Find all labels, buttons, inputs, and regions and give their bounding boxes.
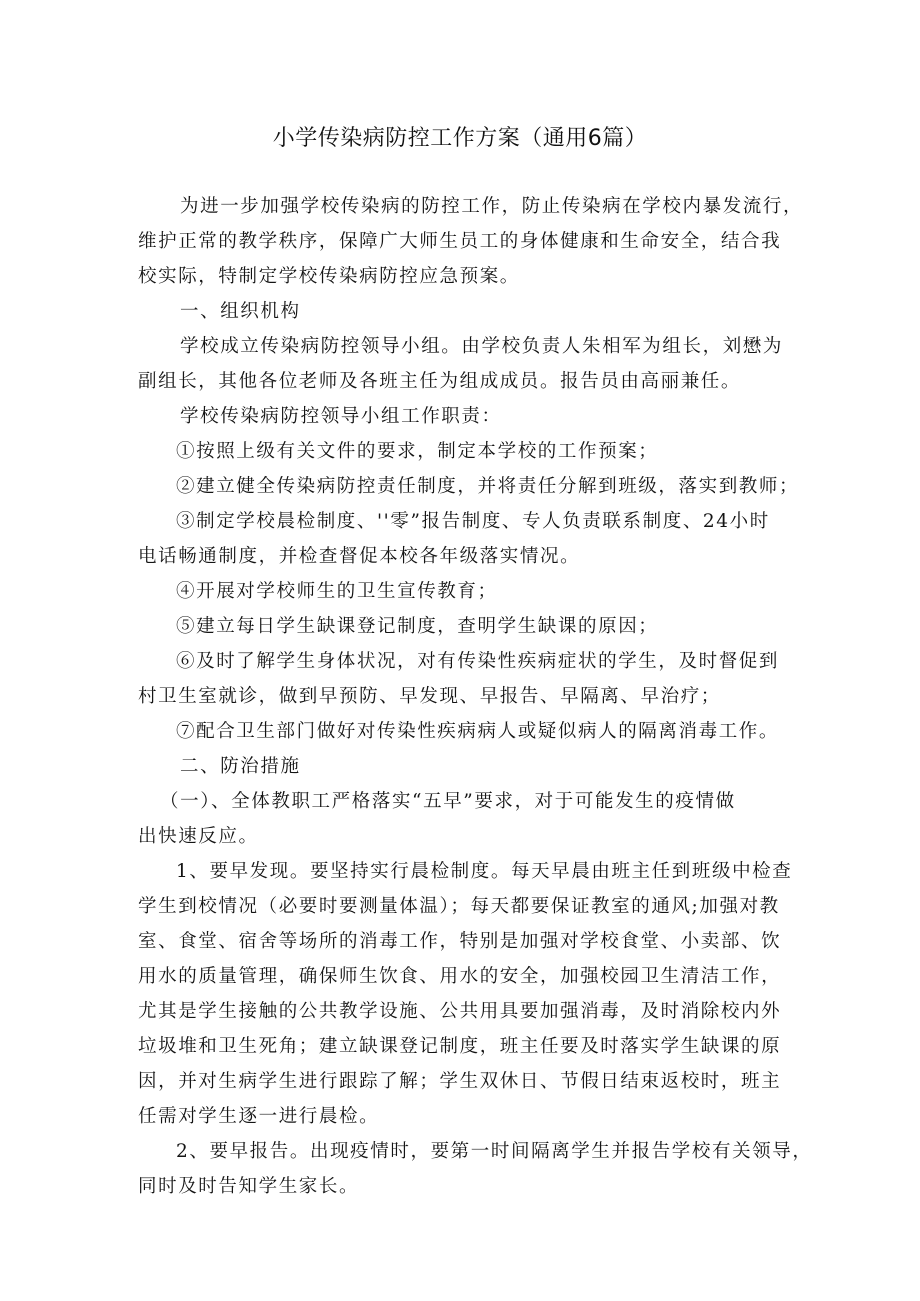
- list-item: ④开展对学校师生的卫生宣传教育；: [176, 581, 498, 602]
- paragraph-line: 因，并对生病学生进行跟踪了解；学生双休日、节假日结束返校时，班主: [138, 1071, 782, 1092]
- list-item: ②建立健全传染病防控责任制度，并将责任分解到班级，落实到教师；: [176, 476, 800, 497]
- section-heading: 一、组织机构: [180, 301, 301, 322]
- paragraph-line: 用水的质量管理，确保师生饮食、用水的安全，加强校园卫生清洁工作，: [138, 966, 782, 987]
- paragraph-line: 2、要早报告。出现疫情时，要第一时间隔离学生并报告学校有关领导，: [176, 1141, 813, 1162]
- paragraph-line: 室、食堂、宿舍等场所的消毒工作，特别是加强对学校食堂、小卖部、饮: [138, 931, 782, 952]
- list-item: ⑥及时了解学生身体状况，对有传染性疾病症状的学生，及时督促到: [176, 651, 780, 672]
- paragraph-line: 学校成立传染病防控领导小组。由学校负责人朱相军为组长，刘懋为: [180, 336, 784, 357]
- paragraph-line: 维护正常的教学秩序，保障广大师生员工的身体健康和生命安全，结合我: [138, 231, 782, 252]
- paragraph-line: 任需对学生逐一进行晨检。: [138, 1106, 380, 1127]
- paragraph-line: 垃圾堆和卫生死角；建立缺课登记制度，班主任要及时落实学生缺课的原: [138, 1036, 782, 1057]
- list-item: ⑤建立每日学生缺课登记制度，查明学生缺课的原因；: [176, 616, 659, 637]
- paragraph-line: 为进一步加强学校传染病的防控工作，防止传染病在学校内暴发流行，: [180, 196, 804, 217]
- list-item-continuation: 村卫生室就诊，做到早预防、早发现、早报告、早隔离、早治疗；: [138, 686, 721, 707]
- list-item: ③制定学校晨检制度、''零”报告制度、专人负责联系制度、24小时: [176, 511, 770, 532]
- paragraph-line: （一）、全体教职工严格落实“五早”要求，对于可能发生的疫情做: [160, 791, 736, 812]
- paragraph-line: 尤其是学生接触的公共教学设施、公共用具要加强消毒，及时消除校内外: [138, 1001, 782, 1022]
- paragraph-line: 1、要早发现。要坚持实行晨检制度。每天早晨由班主任到班级中检查: [176, 861, 793, 882]
- paragraph-line: 同时及时告知学生家长。: [138, 1176, 360, 1197]
- list-item-continuation: 电话畅通制度，并检查督促本校各年级落实情况。: [138, 546, 581, 567]
- list-item: ①按照上级有关文件的要求，制定本学校的工作预案；: [176, 441, 659, 462]
- paragraph-line: 出快速反应。: [138, 826, 259, 847]
- list-item: ⑦配合卫生部门做好对传染性疾病病人或疑似病人的隔离消毒工作。: [176, 721, 780, 742]
- section-heading: 二、防治措施: [180, 756, 301, 777]
- document-title: 小学传染病防控工作方案（通用6篇）: [272, 126, 648, 151]
- paragraph-line: 副组长，其他各位老师及各班主任为组成成员。报告员由高丽兼任。: [138, 371, 742, 392]
- paragraph-line: 校实际，特制定学校传染病防控应急预案。: [138, 266, 520, 287]
- paragraph-line: 学生到校情况（必要时要测量体温）；每天都要保证教室的通风;加强对教: [138, 896, 780, 917]
- paragraph-line: 学校传染病防控领导小组工作职责：: [180, 406, 502, 427]
